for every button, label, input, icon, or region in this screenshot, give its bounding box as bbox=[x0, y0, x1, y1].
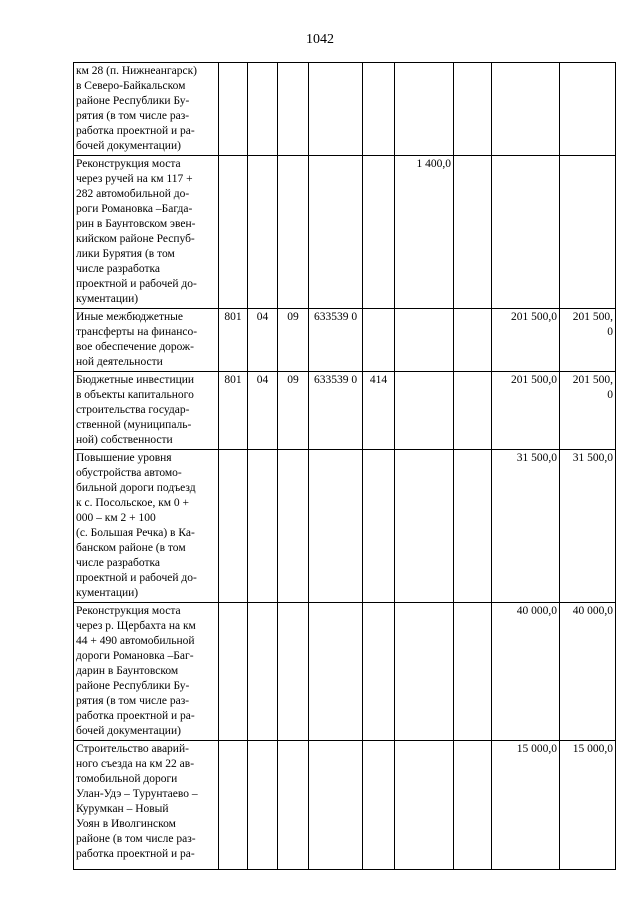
page-number: 1042 bbox=[306, 32, 334, 47]
cell-c9: 40 000,0 bbox=[560, 603, 616, 741]
cell-c5 bbox=[363, 63, 395, 156]
cell-c5 bbox=[363, 603, 395, 741]
cell-c3 bbox=[278, 741, 309, 870]
cell-c4: 633539 0 bbox=[309, 372, 363, 450]
budget-table-body bbox=[74, 63, 616, 870]
cell-c5 bbox=[363, 309, 395, 372]
cell-c7 bbox=[454, 372, 492, 450]
table-row bbox=[74, 372, 616, 450]
cell-c1 bbox=[219, 741, 248, 870]
cell-c9 bbox=[560, 63, 616, 156]
cell-c1: 801 bbox=[219, 372, 248, 450]
cell-c4 bbox=[309, 603, 363, 741]
cell-c7 bbox=[454, 156, 492, 309]
cell-c4 bbox=[309, 450, 363, 603]
cell-c3 bbox=[278, 603, 309, 741]
table-row bbox=[74, 603, 616, 741]
cell-c8: 15 000,0 bbox=[492, 741, 560, 870]
cell-c4 bbox=[309, 156, 363, 309]
cell-c6 bbox=[395, 741, 454, 870]
cell-c6 bbox=[395, 450, 454, 603]
cell-c9: 31 500,0 bbox=[560, 450, 616, 603]
cell-c2: 04 bbox=[248, 372, 278, 450]
row-description: Строительство аварий- ного съезда на км 22 ав- томобильной дороги Улан-Удэ – Турунтаево – Курумкан – Новый Уоян в Иволгинском районе (в том числе раз- работка проектной и ра- bbox=[74, 741, 219, 870]
cell-c1 bbox=[219, 603, 248, 741]
cell-c6: 1 400,0 bbox=[395, 156, 454, 309]
cell-c8: 201 500,0 bbox=[492, 372, 560, 450]
cell-c4 bbox=[309, 63, 363, 156]
cell-c8 bbox=[492, 156, 560, 309]
cell-c4 bbox=[309, 741, 363, 870]
row-description: Бюджетные инвестиции в объекты капитального строительства государ- ственной (муниципаль- ной) собственности bbox=[74, 372, 219, 450]
cell-c8: 201 500,0 bbox=[492, 309, 560, 372]
cell-c8 bbox=[492, 63, 560, 156]
cell-c3 bbox=[278, 156, 309, 309]
cell-c7 bbox=[454, 63, 492, 156]
cell-c1: 801 bbox=[219, 309, 248, 372]
cell-c7 bbox=[454, 450, 492, 603]
table-row bbox=[74, 156, 616, 309]
cell-c6 bbox=[395, 603, 454, 741]
table-row bbox=[74, 741, 616, 870]
row-description: Иные межбюджетные трансферты на финансо- вое обеспечение дорож- ной деятельности bbox=[74, 309, 219, 372]
cell-c3: 09 bbox=[278, 372, 309, 450]
table-row bbox=[74, 450, 616, 603]
cell-c2 bbox=[248, 156, 278, 309]
cell-c6 bbox=[395, 372, 454, 450]
cell-c2 bbox=[248, 741, 278, 870]
cell-c6 bbox=[395, 309, 454, 372]
cell-c5 bbox=[363, 156, 395, 309]
cell-c1 bbox=[219, 450, 248, 603]
cell-c2 bbox=[248, 603, 278, 741]
row-description: км 28 (п. Нижнеангарск) в Северо-Байкальском районе Республики Бу- рятия (в том числе раз- работка проектной и ра- бочей документации) bbox=[74, 63, 219, 156]
row-description: Реконструкция моста через р. Щербахта на км 44 + 490 автомобильной дороги Романовка –Баг- дарин в Баунтовском районе Республики Бу- рятия (в том числе раз- работка проектной и ра- бочей документации) bbox=[74, 603, 219, 741]
row-description: Повышение уровня обустройства автомо- бильной дороги подъезд к с. Посольское, км 0 + 000 – км 2 + 100 (с. Большая Речка) в Ка- банском районе (в том числе разработка проектной и рабочей до- кументации) bbox=[74, 450, 219, 603]
cell-c6 bbox=[395, 63, 454, 156]
cell-c5 bbox=[363, 450, 395, 603]
budget-table bbox=[73, 62, 616, 870]
cell-c1 bbox=[219, 156, 248, 309]
cell-c9: 201 500, 0 bbox=[560, 309, 616, 372]
cell-c9: 15 000,0 bbox=[560, 741, 616, 870]
cell-c7 bbox=[454, 741, 492, 870]
table-row bbox=[74, 309, 616, 372]
cell-c3 bbox=[278, 450, 309, 603]
cell-c2 bbox=[248, 63, 278, 156]
cell-c7 bbox=[454, 603, 492, 741]
cell-c8: 31 500,0 bbox=[492, 450, 560, 603]
row-description: Реконструкция моста через ручей на км 117 + 282 автомобильной до- роги Романовка –Багда- рин в Баунтовском эвен- кийском районе Респуб- лики Бурятия (в том числе разработка проектной и рабочей до- кументации) bbox=[74, 156, 219, 309]
cell-c5: 414 bbox=[363, 372, 395, 450]
cell-c5 bbox=[363, 741, 395, 870]
cell-c2 bbox=[248, 450, 278, 603]
cell-c7 bbox=[454, 309, 492, 372]
cell-c8: 40 000,0 bbox=[492, 603, 560, 741]
cell-c9: 201 500, 0 bbox=[560, 372, 616, 450]
cell-c9 bbox=[560, 156, 616, 309]
cell-c1 bbox=[219, 63, 248, 156]
table-row bbox=[74, 63, 616, 156]
cell-c3 bbox=[278, 63, 309, 156]
cell-c3: 09 bbox=[278, 309, 309, 372]
cell-c2: 04 bbox=[248, 309, 278, 372]
cell-c4: 633539 0 bbox=[309, 309, 363, 372]
